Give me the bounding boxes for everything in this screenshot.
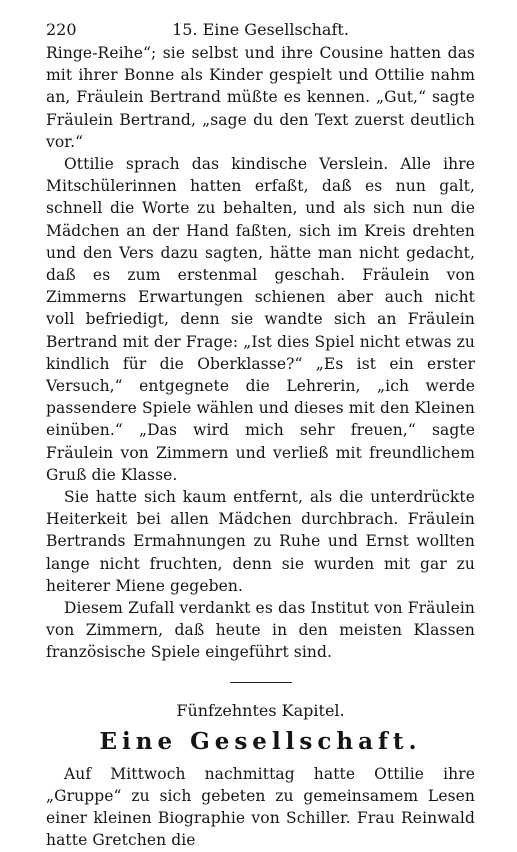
chapter-label: Fünfzehntes Kapitel. bbox=[176, 700, 345, 720]
paragraph: Diesem Zufall verdankt es das Institut von Fräulein von Zimmern, daß heute in den meisten Klassen französische Spiele eingeführt sind. bbox=[46, 599, 475, 662]
running-title: 15. Eine Gesellschaft. bbox=[172, 20, 349, 39]
paragraph: Ottilie sprach das kindische Verslein. Alle ihre Mitschülerinnen hatten erfaßt, daß es nun galt, schnell die Worte zu behalten, und als sich nun die Mädchen an der Hand faßten, sich im Kreis drehten und den Vers dazu sagten, hätte man nicht gedacht, daß es zum erstenmal geschah. Fräulein von Zimmerns Erwartungen schienen aber auch nicht voll befriedigt, denn sie wandte sich an Fräulein Bertrand mit der Frage: „Ist dies Spiel nicht etwas zu kindlich für die Oberklasse?“ „Es ist ein erster Versuch,“ entgegnete die Lehrerin, „ich werde passendere Spiele wählen und dieses mit den Kleinen einüben.“ „Das wird mich sehr freuen,“ sagte Fräulein von Zimmern und verließ mit freundlichem Gruß die Klasse. bbox=[46, 155, 475, 484]
page-number: 220 bbox=[46, 20, 77, 39]
book-page bbox=[46, 16, 475, 852]
paragraph: Sie hatte sich kaum entfernt, als die unterdrückte Heiterkeit bei allen Mädchen durchbrach. Fräulein Bertrands Ermahnungen zu Ruhe und Ernst wollten lange nicht fruchten, denn sie wurden mit gar zu heiterer Miene gegeben. bbox=[46, 488, 475, 595]
paragraph-continued: Ringe-Reihe“; sie selbst und ihre Cousine hatten das mit ihrer Bonne als Kinder gespielt und Ottilie nahm an, Fräulein Bertrand müßte es kennen. „Gut,“ sagte Fräulein Bertrand, „sage du den Text zuerst deutlich vor.“ bbox=[46, 44, 475, 151]
chapter-opening-paragraph: Auf Mittwoch nachmittag hatte Ottilie ihre „Gruppe“ zu sich gebeten zu gemeinsamem Lesen einer kleinen Biographie von Schiller. Frau Reinwald hatte Gretchen die bbox=[46, 764, 475, 850]
chapter-title: Eine Gesellschaft. bbox=[99, 727, 422, 755]
section-divider bbox=[230, 682, 292, 683]
page-header bbox=[46, 16, 475, 42]
